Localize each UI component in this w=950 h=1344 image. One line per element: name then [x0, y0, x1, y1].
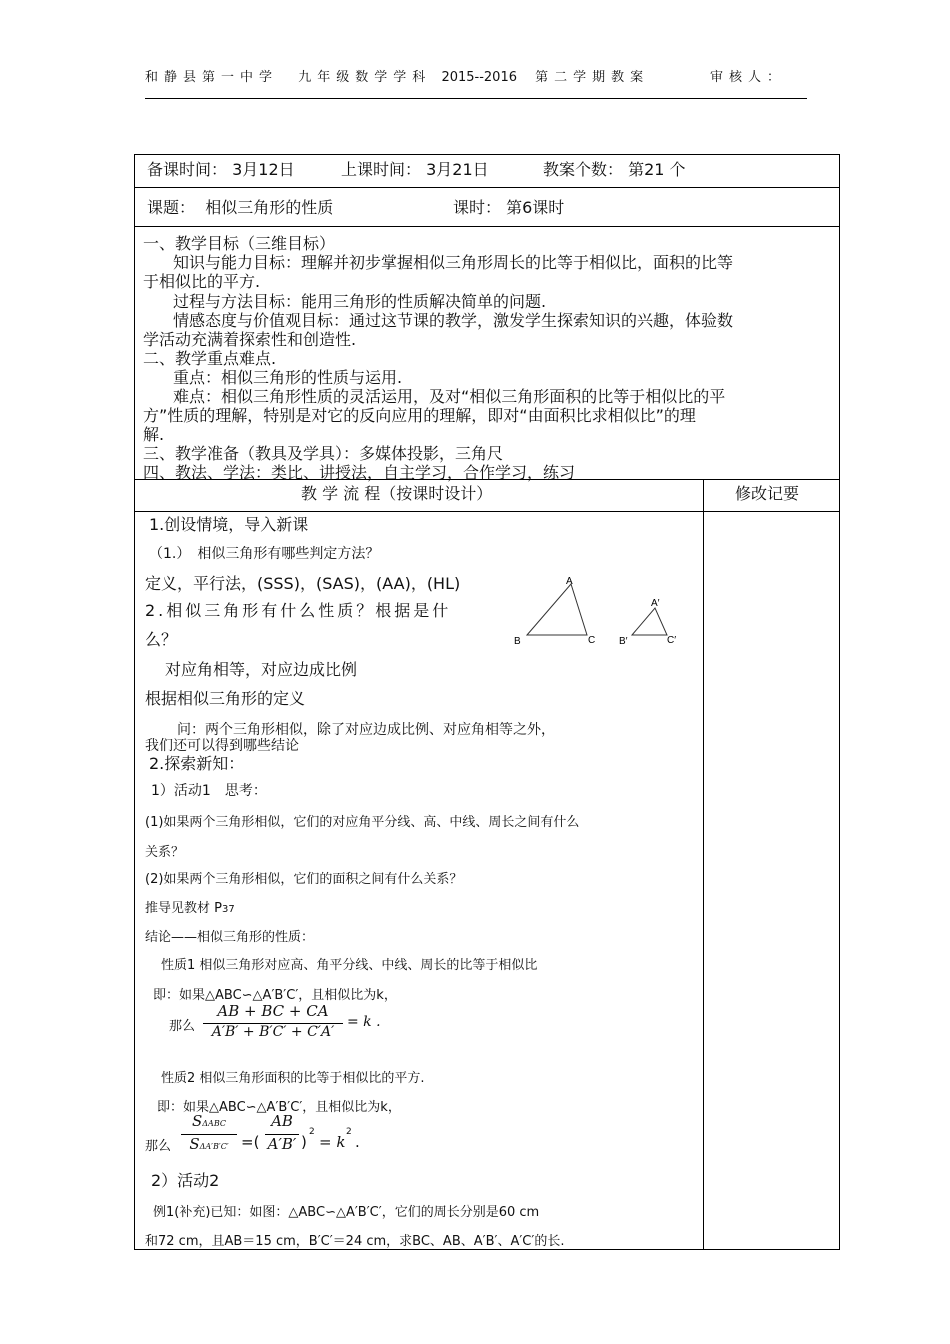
think-2: (2)如果两个三角形相似，它们的面积之间有什么关系？ [145, 872, 463, 887]
formula1-rhs: = k . [347, 1014, 381, 1030]
difficulty-line2: 方”性质的理解，特别是对它的反向应用的理解，即对“由面积比求相似比”的理 [143, 406, 696, 425]
key-points-heading: 二、教学重点难点. [143, 349, 277, 368]
period-value: 第6课时 [506, 198, 565, 217]
formula2-dot: . [355, 1133, 360, 1151]
formula2-exp: 2 [309, 1127, 315, 1137]
formula2-num-s: S [192, 1112, 203, 1130]
column-divider [703, 479, 704, 1249]
answer-1: 定义，平行法，(SSS)，(SAS)，(AA)，(HL) [145, 574, 461, 593]
formula2-lhs-fraction [181, 1112, 237, 1153]
prep-time-label: 备课时间： [147, 160, 228, 179]
formula1-fraction [203, 1002, 343, 1040]
activity2-heading: 2）活动2 [151, 1171, 220, 1190]
objective-emotion-line1: 情感态度与价值观目标：通过这节课的教学，激发学生探索知识的兴趣，体验数 [173, 311, 734, 330]
question-1: （1.） 相似三角形有哪些判定方法？ [149, 546, 380, 562]
property-2: 性质2 相似三角形面积的比等于相似比的平方. [161, 1071, 425, 1086]
formula2-open: =( [241, 1133, 260, 1151]
prep-time [147, 157, 295, 180]
objective-knowledge-line1: 知识与能力目标：理解并初步掌握相似三角形周长的比等于相似比，面积的比等 [173, 253, 734, 272]
plan-count-value: 第21 个 [628, 160, 686, 179]
formula2-then: 那么 [145, 1139, 172, 1154]
answer-2: 对应角相等，对应边成比例 [165, 660, 358, 679]
formula2-rhs-exp: 2 [346, 1127, 352, 1137]
prep-time-value: 3月12日 [232, 160, 295, 179]
think-1-line1: (1)如果两个三角形相似，它们的对应角平分线、高、中线、周长之间有什么 [145, 815, 580, 830]
flow-header: 教 学 流 程（按课时设计） [301, 484, 493, 503]
page-header [145, 66, 815, 85]
objective-process: 过程与方法目标：能用三角形的性质解决简单的问题. [173, 292, 547, 311]
textbook-reference-page: 37 [221, 904, 235, 915]
header-school: 和静县第一中学 [145, 70, 279, 85]
answer-3: 根据相似三角形的定义 [145, 689, 306, 708]
prompt-line2: 我们还可以得到哪些结论 [145, 738, 299, 754]
vertex-label-a: A [566, 576, 573, 587]
triangle-a2b2c2 [632, 608, 667, 635]
formula2-close: ) [301, 1133, 307, 1151]
think-1-line2: 关系？ [145, 845, 185, 860]
formula1-then: 那么 [169, 1019, 196, 1034]
formula2-bar [181, 1134, 237, 1135]
vertex-label-c: C [588, 635, 596, 646]
example1-line1: 例1(补充)已知：如图：△ABC∽△A′B′C′，它们的周长分别是60 cm [153, 1205, 540, 1220]
period [453, 195, 564, 218]
header-subject: 九年级数学学科 [298, 70, 432, 85]
difficulty-line1: 难点：相似三角形性质的灵活运用，及对“相似三角形面积的比等于相似比的平 [173, 387, 726, 406]
class-time-value: 3月21日 [426, 160, 489, 179]
topic-label: 课题： [147, 198, 196, 217]
row-divider [135, 226, 839, 227]
header-year: 2015--2016 [441, 70, 517, 85]
formula2-denominator [181, 1135, 237, 1153]
vertex-label-a-prime: A′ [651, 598, 660, 609]
step1-heading: 1.创设情境，导入新课 [149, 515, 309, 534]
revision-notes-header: 修改记要 [735, 484, 800, 503]
objective-knowledge-line2: 于相似比的平方. [143, 272, 261, 291]
formula2-den-s: S [189, 1135, 200, 1153]
question-2-line1: 2.相似三角形有什么性质？根据是什 [145, 601, 452, 620]
preparation-heading: 三、教学准备（教具及学具）：多媒体投影，三角尺 [143, 444, 504, 463]
formula2-inner-bar [265, 1134, 299, 1135]
formula1-denominator: A′B′ + B′C′ + C′A′ [211, 1024, 335, 1040]
textbook-reference-label: 推导见教材 P [145, 901, 222, 916]
formula1-bar [203, 1023, 343, 1024]
plan-count [543, 157, 686, 180]
class-time [341, 157, 489, 180]
vertex-label-c-prime: C′ [667, 635, 677, 646]
period-label: 课时： [453, 198, 502, 217]
header-rule [145, 98, 807, 99]
row-divider [135, 187, 839, 188]
lesson-plan-table [134, 154, 840, 1250]
header-reviewer: 审核人： [709, 70, 786, 85]
step2-heading: 2.探索新知： [149, 754, 245, 773]
question-2-line2: 么？ [145, 630, 178, 649]
objective-emotion-line2: 学活动充满着探索性和创造性. [143, 330, 357, 349]
methods-heading: 四、教法、学法：类比、讲授法，自主学习，合作学习，练习 [143, 463, 576, 482]
topic-value: 相似三角形的性质 [205, 198, 334, 217]
formula1-numerator: AB + BC + CA [217, 1002, 329, 1020]
formula2-inner-denominator: A′B′ [267, 1135, 297, 1153]
focus-point: 重点：相似三角形的性质与运用. [173, 368, 403, 387]
property-1: 性质1 相似三角形对应高、角平分线、中线、周长的比等于相似比 [161, 958, 538, 973]
example1-line2: 和72 cm，且AB＝15 cm，B′C′＝24 cm，求BC、AB、A′B′、A′C′的长. [145, 1234, 565, 1249]
difficulty-line3: 解. [143, 425, 165, 444]
formula2-inner-fraction [265, 1112, 299, 1153]
triangle-abc [527, 584, 587, 635]
property-1-statement: 即：如果△ABC∽△A′B′C′，且相似比为k， [153, 988, 397, 1003]
formula2-inner-numerator: AB [271, 1112, 293, 1130]
prompt-line1: 问：两个三角形相似，除了对应边成比例、对应角相等之外， [177, 722, 555, 738]
plan-count-label: 教案个数： [543, 160, 624, 179]
activity1-heading: 1）活动1 思考： [151, 783, 267, 799]
formula2-num-sub: ΔABC [202, 1119, 226, 1128]
formula2-rhs: = k [319, 1133, 346, 1151]
vertex-label-b-prime: B′ [619, 636, 628, 647]
property-2-statement: 即：如果△ABC∽△A′B′C′，且相似比为k， [157, 1100, 401, 1115]
formula2-den-sub: ΔA′B′C′ [199, 1142, 229, 1151]
formula2-numerator [181, 1112, 237, 1130]
textbook-reference [145, 897, 235, 916]
conclusion-heading: 结论——相似三角形的性质： [145, 930, 315, 945]
header-term: 第二学期教案 [535, 70, 650, 85]
vertex-label-b: B [514, 636, 521, 647]
topic [147, 195, 333, 218]
class-time-label: 上课时间： [341, 160, 422, 179]
similar-triangles-figure [507, 575, 687, 655]
objectives-heading: 一、教学目标（三维目标） [143, 234, 336, 253]
